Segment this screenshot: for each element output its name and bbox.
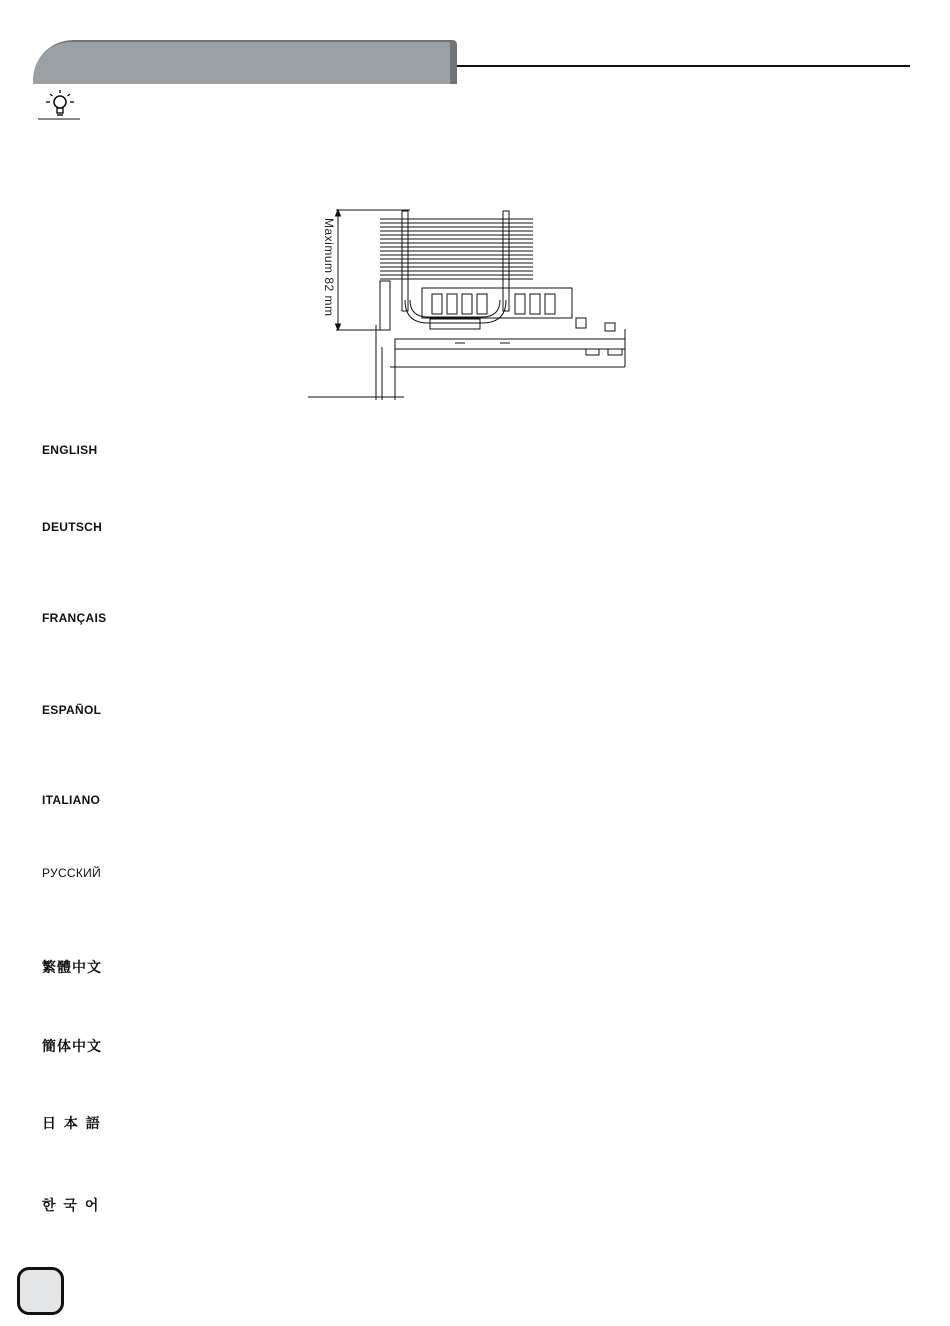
lang-japanese: 日 本 語	[42, 1115, 102, 1131]
connector-b	[608, 349, 622, 355]
header-rule	[457, 65, 910, 67]
lang-simplified-chinese: 簡体中文	[42, 1038, 102, 1054]
motherboard	[395, 339, 625, 349]
capacitor-left	[576, 318, 586, 328]
max-height-label: Maximum 82 mm	[322, 218, 336, 317]
lang-italiano: ITALIANO	[42, 793, 101, 807]
lang-russian: РУССКИЙ	[42, 866, 102, 880]
lang-francais: FRANÇAIS	[42, 611, 107, 625]
cooler-clearance-diagram	[300, 205, 640, 405]
heatsink-fins	[380, 219, 533, 279]
cpu-block	[430, 319, 480, 329]
dimension-arrow-down	[336, 324, 341, 330]
section-header-tab	[33, 40, 457, 84]
memory-chips	[432, 294, 555, 314]
lang-korean: 한 국 어	[42, 1197, 101, 1213]
lang-espanol: ESPAÑOL	[42, 703, 102, 717]
dimension-arrow-up	[336, 210, 341, 216]
header-tab-face	[33, 42, 450, 84]
lang-english: ENGLISH	[42, 443, 98, 457]
connector-a	[586, 349, 599, 355]
lang-traditional-chinese: 繁體中文	[42, 959, 102, 975]
page-number-tab	[17, 1267, 64, 1315]
lightbulb-icon	[38, 88, 80, 124]
lang-deutsch: DEUTSCH	[42, 520, 103, 534]
capacitor-right	[605, 323, 615, 331]
bracket-plate	[380, 281, 390, 330]
